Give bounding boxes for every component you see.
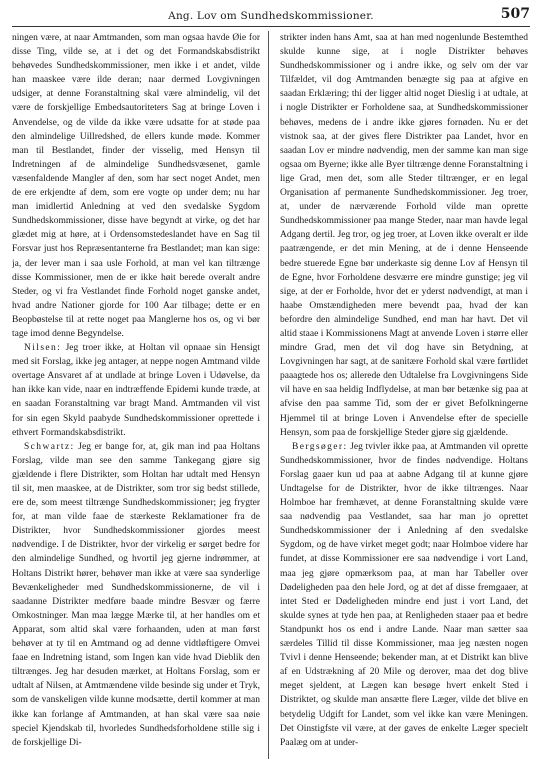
page-number: 507 bbox=[500, 6, 530, 22]
speech-text: Jeg er bange for, at, gik man ind paa Holtans Forslag, vilde man see den samme Tankegang gjøre sig gjældende i flere Distrikter, som Holtan har udtalt med Hensyn til sit, men maaskee, at de Distrikter, som tror sig bedst stillede, ere de, som meest tiltrænge Sundhedskommissioner; jeg frygter for, at man vilde faae de stærkeste Reklamationer fra de Distrikter, hvor Sundhedskommissioner gjordes meest nødvendige. I de Distrikter, hvor der virkelig er sørget bedre for den almindelige Sundhed, og hvortil jeg gjerne indrømmer, at Holtans Distrikt hører, behøver man ikke at være saa synderlige Bevænkeligheder med Sundhedskommissionerne, de vil i saadanne Distrikter medføre baade mindre Besvær og færre Omkostninger. Man maa lægge Mærke til, at her handles om et Apparat, som altid skal være forhaanden, uden at man først behøver at ty til en Amtmand og ad denne vidtløftigere Omvei faae en Indretning istand, som Ingen kan vide hvad Dieblik den tiltrænges. Jeg har desuden mærket, at Holtans Forslag, som er udtalt af Nilsen, at Amtmændene vilde besinde sig under et Tryk, som de vanskeligen vilde kunne modsætte, dertil kommer at man ikke kan forlange af Amtmanden, at han skal være saa nøie speciel Kjendskab til, hvorledes Sundhedsforholdene stille sig i de forskjellige Di- bbox=[12, 441, 260, 748]
left-paragraph-1: ningen være, at naar Amtmanden, som man ogsaa havde Øie for disse Ting, vilde se, at i det og det Formandskabsdistrikt behøvedes Sundhedskommissioner, men ikke i et andet, vilde han maaskee være ilde deran; naar dermed Lovgivningen udsiger, at denne Foranstaltning skal være almindelig, vil det være de forskjellige Embedsautoriteters Sag at bringe Loven i Anvendelse, og de vilde da ikke være udsatte for at støde paa den almindelige Uillredshed, de ellers kunde møde. Kommer man til Bestlandet, finder der visselig, med Hensyn til Indretningen af de almindelige Sundhedsvæsenet, gamle væsenfaldende Mangler af den, som har sect noget Andet, men de ere erkjendte af dem, som ere vogte op under dem; nu har man imidlertid Anledning at ved den svedalske Sygdom Sundhedskommissioner, disse have begyndt at virke, og det har glædet mig at høre, at i Ordensomstedeslandet have en Sag til Forsvar just hos Repræsentanterne fra Bestlandet; man kan sige: ja, der lever man i saa usle Forhold, at man vel kan tiltrænge disse Kommissioner, men de er ikke høit berede overalt andre Steder, og vi fra Vestlandet finde Forhold noget ganske andet, hvad andre Nationer gjorde for 100 Aar tilbage; dette er en Beopbøstelse til at rette noget paa Manglerne hos os, og vi bør tage imod denne Begyndelse. bbox=[12, 33, 260, 339]
speaker-name: Schwartz: bbox=[24, 441, 75, 452]
right-paragraph-1: strikter inden hans Amt, saa at han med nogenlunde Bestemthed skulde kunne sige, at i nogle Distrikter behøves Sundhedskommissioner og i andre ikke, og selv om der var Tilfældet, vil dog Amtmanden benægte sig paa at afgive en saadan Erklæring; thi der ligger altid noget Dieslig i at udtale, at i nogle Distrikter er Forholdene saa, at Sundhedskommissioner behøves, medens de i andre ikke gjøres fornøden. Nu er det vistnok saa, at der gives flere Distrikter paa Landet, hvor en saadan Lov er mindre nødvendig, men der samme kan man sige ogsaa om Byerne; ikke alle Byer tiltrænge denne Foranstaltning i lige Grad, men det, som alle Steder tiltrænger, er en legal Organisation af permanente Sundhedskommissioner. Jeg troer, at, under de nærværende Forhold vilde man oprette Sundhedskommissioner paa mange Steder, naar man havde legal Adgang dertil. Jeg tror, og jeg troer, at Loven ikke overalt er ilde paatrængende, er det min Mening, at de i denne Henseende bedre stuerede Egne bør underkaste sig denne Lov af Hensyn til de Egne, hvor Forholdene desværre ere mindre gunstige; jeg vil sige, at der er Forholde, hvor det er yderst nødvendigt, at man i haabe Omstændigheden mere bevendt paa, hvad der kan befordre den almindelige Sundhed, end man har havt. Det vil altid staae i Kommissionens Magt at anvende Loven i større eller mindre Grad, men det vil dog have sin Betydning, at Lovgivningen har sagt, at de sanitære Forhold skal være førtlidet paaagtede hos os; allerede den Udtalelse fra Lovgivningens Side vil have en saa heldig Indflydelse, at man bør betænke sig paa at afvise den paa samme Tid, som der er givet Befolkningerne Hjemmel til at bringe Loven i Anvendelse efter de specielle Hensyn, som paa de forskjellige Steder gjøre sig gjældende. bbox=[280, 33, 528, 438]
header-rule bbox=[12, 26, 530, 27]
speaker-name: Nilsen: bbox=[24, 343, 62, 354]
speech-text: Jeg troer ikke, at Holtan vil opnaae sin Hensigt med sit Forslag, ikke jeg antager, at neppe nogen Amtmand vilde overtage Ansvaret af at undlade at bringe Loven i Udøvelse, da han ikke kan vide, naar en indtræffende Epidemi kunde træde, at en saadan Foranstaltning var bragt Mand. Amtmanden vil vist for sin egen Skyld paabyde Sundhedskommissioner oprettede i ethvert Formandskabsdistrikt. bbox=[12, 343, 260, 438]
column-divider bbox=[268, 31, 269, 759]
right-paragraph-2 bbox=[280, 440, 528, 750]
running-head: Ang. Lov om Sundhedskommissioner. bbox=[168, 10, 374, 22]
speaker-name: Bergsøger: bbox=[292, 441, 348, 452]
speech-text: Jeg tvivler ikke paa, at Amtmanden vil oprette Sundhedskommissioner, hvor de findes nødvendige. Holtans Forslag gaaer kun ud paa at aabne Adgang til at kunne gjøre Undtagelse for de Distrikter, hvor de ikke tiltrænges. Naar Holmboe har fremhævet, at denne Foranstaltning skulde være saa nødvendig paa Vestlandet, saa har man jo oprettet Sundhedskommissioner der i Anledning af den svedalske Sygdom, og de have virket meget godt; naar Holmboe videre har fundet, at disse Kommissioner ere saa nødvendige i vort Land, maa jeg gjøre opmærksom paa, at man har Tabeller over Dødeligheden paa den hele Jord, og at det af disse fremgaaer, at intet Sted er Dødeligheden mindre end just i vort Land, det skulde synes at tyde hen paa, at Renligheden staaer paa et bedre Standpunkt hos os end i andre Lande. Naar man sætter saa særdeles Tillid til disse Kommissioner, maa jeg næsten nogen Tvivl i denne Henseende; bekender man, at et Distrikt kan blive af en Udstrækning af 20 Mile og derover, maa det dog blive meget sjeldent, at Lægen kan besøge hvert enkelt Sted i Distriktet, og skulde man ansætte flere Læger, vilde det blive en betydelig Udgift for Landet, som vel ikke kan være Meningen. Det Oinstigfste vil være, at der gaves de enkelte Læger specielt Paalæg om at under- bbox=[280, 441, 528, 748]
left-paragraph-3 bbox=[12, 440, 260, 750]
left-paragraph-2 bbox=[12, 341, 260, 440]
page-header bbox=[12, 6, 530, 26]
right-column bbox=[280, 31, 528, 759]
left-column bbox=[12, 31, 260, 759]
